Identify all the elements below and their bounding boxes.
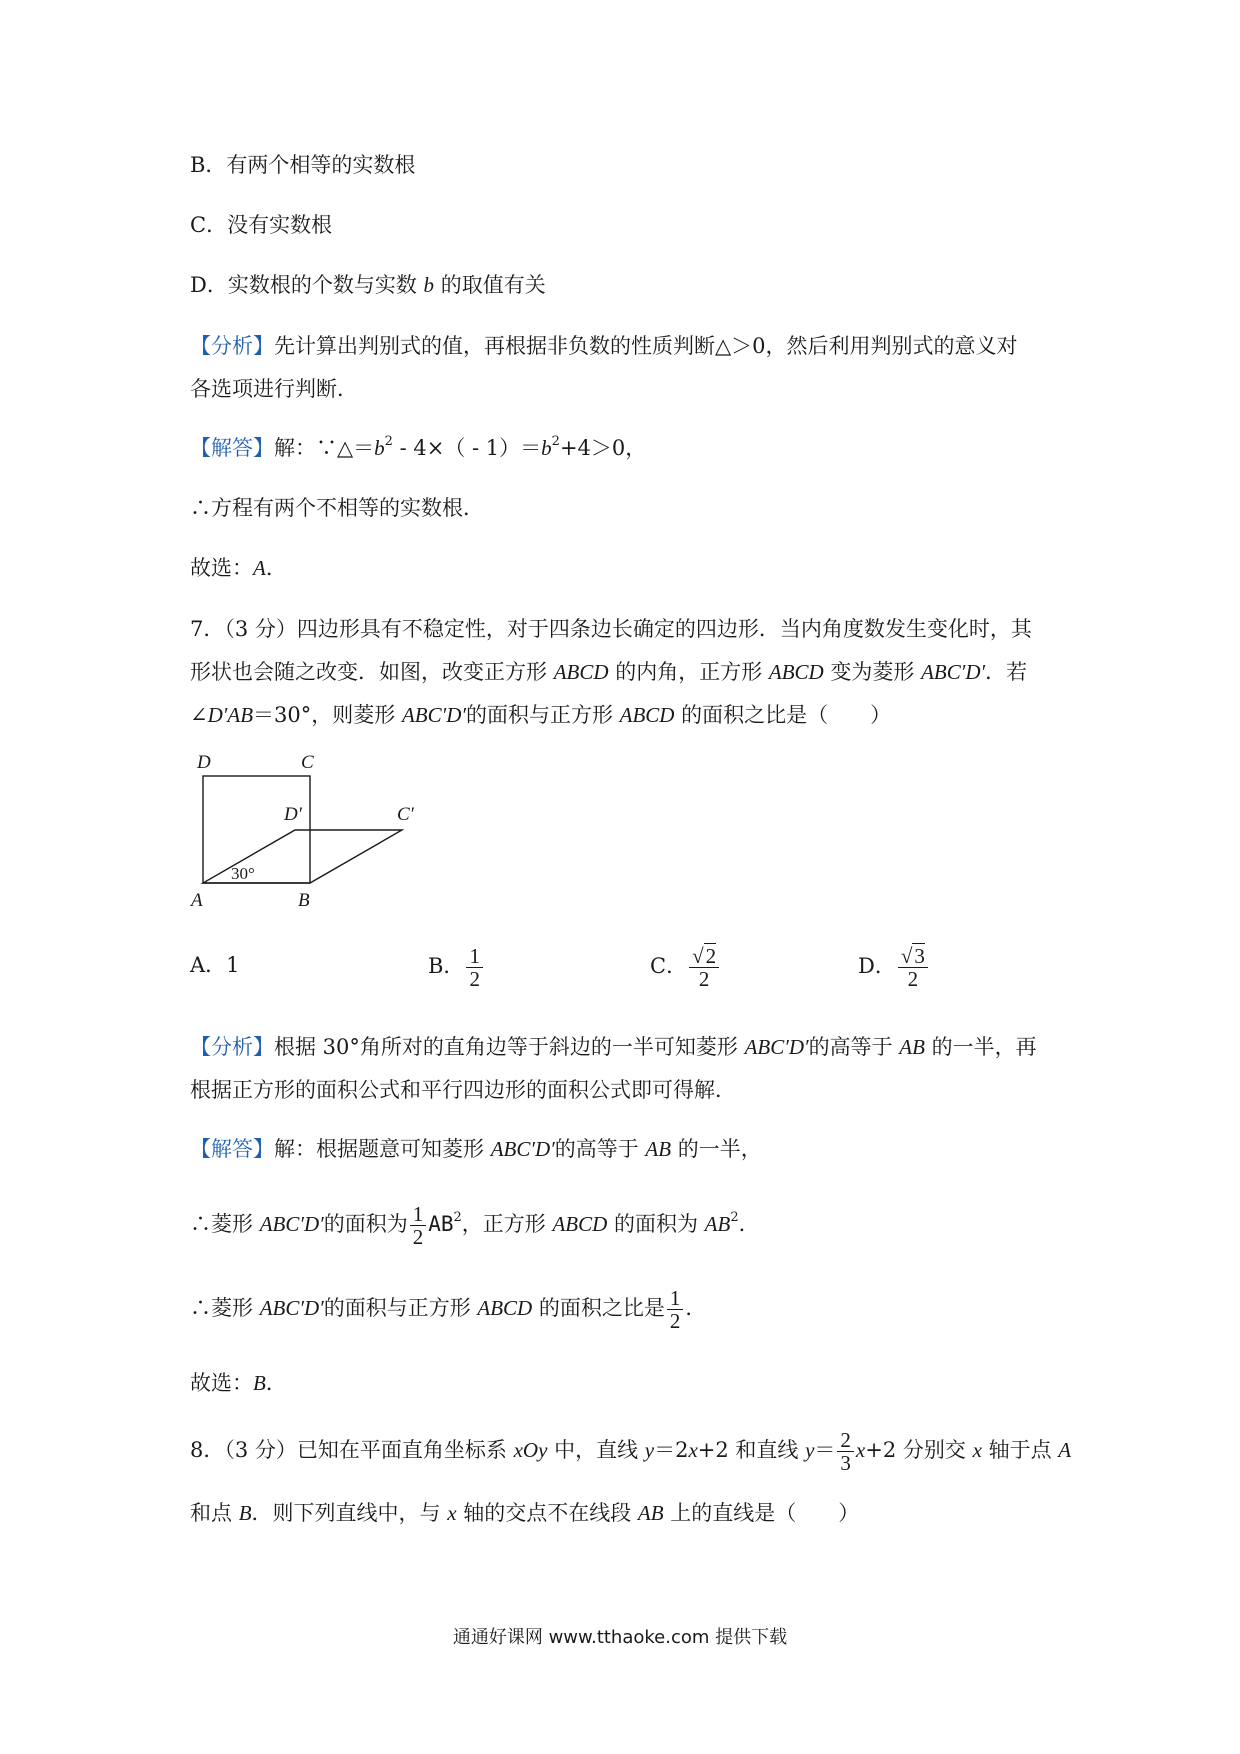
solution-tag: 【解答】 xyxy=(190,436,274,460)
rhombus-figure xyxy=(185,752,445,912)
label-a: A xyxy=(191,890,203,911)
q7-solution-line1: 【解答】解：根据题意可知菱形 ABC′D′的高等于 AB 的一半， xyxy=(190,1137,762,1161)
q6-option-c: C．没有实数根 xyxy=(190,213,333,237)
analysis-tag: 【分析】 xyxy=(190,1035,274,1059)
q7-option-c: C． $\frac{√2}{2}$ xyxy=(650,945,721,990)
q6-option-b: B．有两个相等的实数根 xyxy=(190,153,416,177)
q7-stem-line1: 7．（3 分）四边形具有不稳定性，对于四条边长确定的四边形．当内角度数发生变化时，其 xyxy=(190,617,1032,641)
q6-option-d: D．实数根的个数与实数 b 的取值有关 xyxy=(190,273,546,297)
q7-choice: 故选：B． xyxy=(190,1371,287,1395)
q7-option-d: D． $\frac{√3}{2}$ xyxy=(858,945,930,990)
q8-stem-line2: 和点 B．则下列直线中，与 x 轴的交点不在线段 AB 上的直线是（ ） xyxy=(190,1501,860,1525)
q7-analysis-line2: 根据正方形的面积公式和平行四边形的面积公式即可得解． xyxy=(190,1078,736,1102)
label-cp: C′ xyxy=(397,804,414,825)
label-angle: 30° xyxy=(231,864,255,883)
square-abcd xyxy=(203,776,310,883)
q6-solution-line2: ∴方程有两个不相等的实数根． xyxy=(190,496,484,520)
q6-choice: 故选：A． xyxy=(190,556,287,580)
solution-tag: 【解答】 xyxy=(190,1137,274,1161)
q7-option-a: A．1 xyxy=(190,953,240,977)
q8-stem-line1: 8．（3 分）已知在平面直角坐标系 xOy 中，直线 y＝2x+2 和直线 y＝ $\frac{2}{3}$ x+2 分别交 x 轴于点 A xyxy=(190,1427,1072,1475)
q7-stem-line3: ∠D′AB＝30°，则菱形 ABC′D′的面积与正方形 ABCD 的面积之比是（ ） xyxy=(190,703,892,727)
q6-analysis-line1: 【分析】先计算出判别式的值，再根据非负数的性质判断△＞0，然后利用判别式的意义对 xyxy=(190,334,1018,358)
q6-analysis-line2: 各选项进行判断． xyxy=(190,377,358,401)
page-footer: 通通好课网 www.tthaoke.com 提供下载 xyxy=(452,1627,788,1648)
label-d: D xyxy=(197,752,211,773)
q7-solution-line2: ∴菱形 ABC′D′的面积为 $\frac{1}{2}$ $AB^2$，正方形 ABCD 的面积为 $AB^2$． xyxy=(190,1201,760,1249)
analysis-tag: 【分析】 xyxy=(190,334,274,358)
q7-solution-line3: ∴菱形 ABC′D′的面积与正方形 ABCD 的面积之比是 $\frac{1}{2}$ ． xyxy=(190,1285,707,1333)
q7-option-b: B． $\frac{1}{2}$ xyxy=(428,945,485,990)
label-c: C xyxy=(301,752,314,773)
label-dp: D′ xyxy=(284,804,302,825)
q7-analysis-line1: 【分析】根据 30°角所对的直角边等于斜边的一半可知菱形 ABC′D′的高等于 AB 的一半，再 xyxy=(190,1035,1037,1059)
q6-solution-line1: 【解答】解：$\because\triangle=b^2 - 4\times( - 1)=b^2+4>0$， xyxy=(190,434,647,460)
label-b: B xyxy=(298,890,310,911)
q7-stem-line2: 形状也会随之改变．如图，改变正方形 ABCD 的内角，正方形 ABCD 变为菱形 ABC′D′．若 xyxy=(190,660,1028,684)
